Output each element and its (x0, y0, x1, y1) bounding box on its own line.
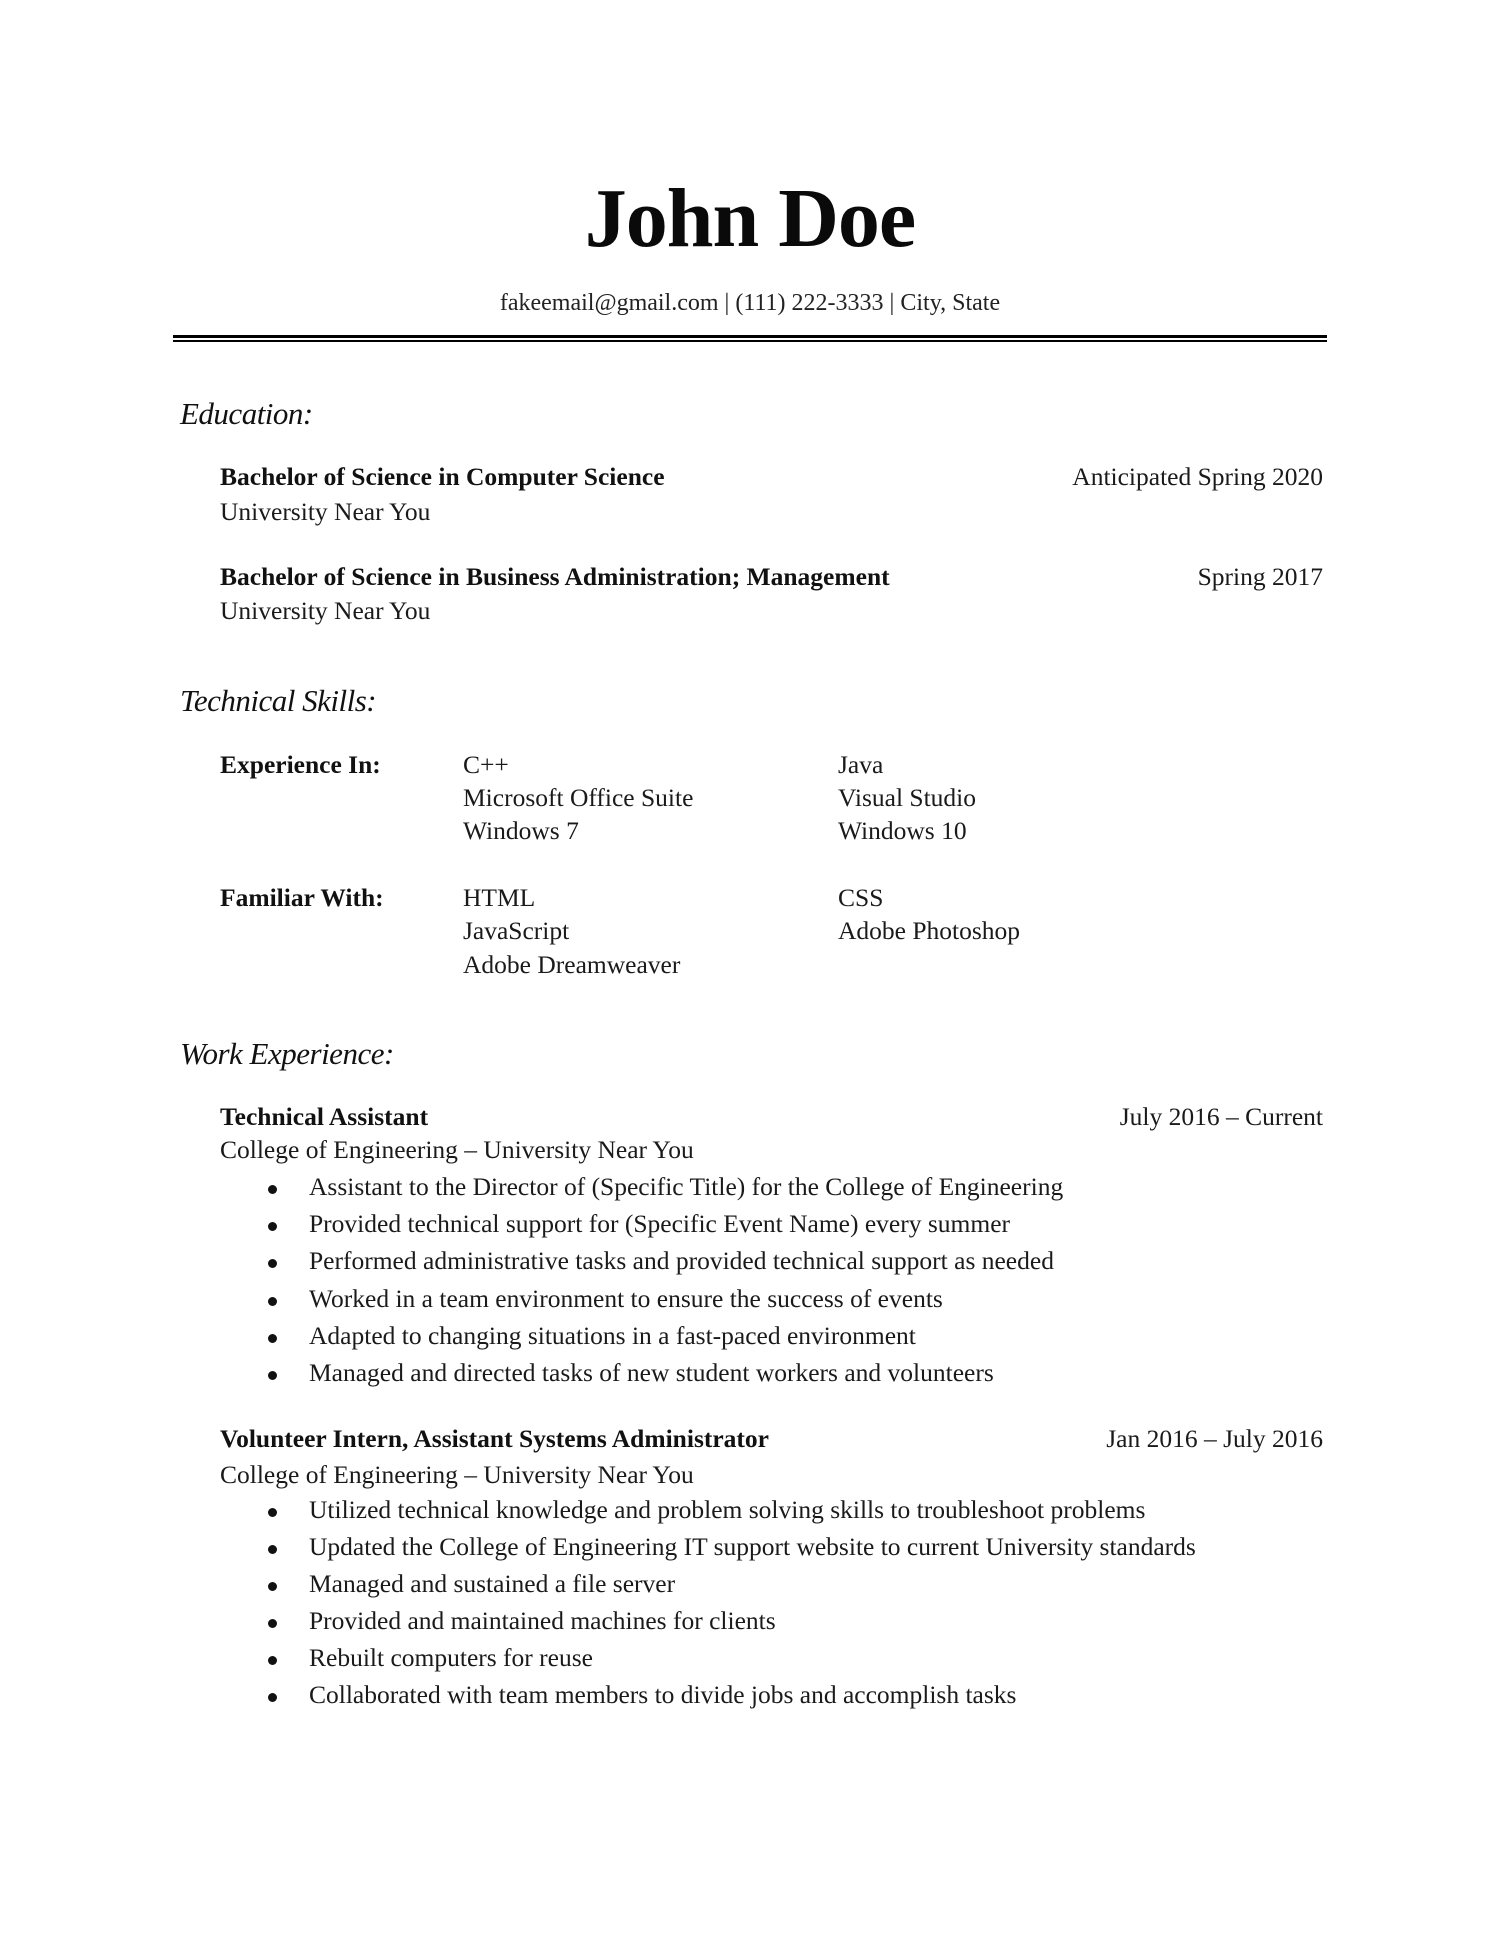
job-bullet: Utilized technical knowledge and problem solving skills to troubleshoot problems (309, 1495, 1146, 1524)
bullet-icon (268, 1582, 277, 1591)
bullet-icon (268, 1545, 277, 1554)
education-school-1: University Near You (220, 497, 431, 526)
bullet-icon (268, 1619, 277, 1628)
skill-item: C++ (463, 750, 509, 779)
resume-name: John Doe (584, 172, 916, 265)
job-bullet: Assistant to the Director of (Specific Title) for the College of Engineering (309, 1172, 1064, 1201)
skill-item: JavaScript (463, 916, 570, 945)
job-bullet: Provided technical support for (Specific Event Name) every summer (309, 1209, 1011, 1238)
skill-item: Adobe Dreamweaver (463, 950, 681, 979)
bullet-icon (268, 1656, 277, 1665)
bullet-icon (268, 1371, 277, 1380)
bullet-icon (268, 1508, 277, 1517)
job-bullet: Performed administrative tasks and provided technical support as needed (309, 1246, 1054, 1275)
skill-item: Windows 10 (838, 816, 967, 845)
education-heading: Education: (180, 396, 313, 431)
job-bullet: Rebuilt computers for reuse (309, 1643, 593, 1672)
job-bullet: Managed and sustained a file server (309, 1569, 676, 1598)
bullet-icon (268, 1334, 277, 1343)
education-degree-1: Bachelor of Science in Computer Science (220, 462, 665, 491)
skill-item: Windows 7 (463, 816, 579, 845)
education-date-1: Anticipated Spring 2020 (1072, 462, 1323, 491)
bullet-icon (268, 1185, 277, 1194)
job-title-2: Volunteer Intern, Assistant Systems Administrator (220, 1424, 769, 1453)
header-divider-thin (173, 340, 1327, 342)
job-bullet: Managed and directed tasks of new student workers and volunteers (309, 1358, 994, 1387)
job-bullet: Collaborated with team members to divide jobs and accomplish tasks (309, 1680, 1017, 1709)
education-date-2: Spring 2017 (1197, 562, 1323, 591)
job-title-1: Technical Assistant (220, 1102, 429, 1131)
job-bullet: Provided and maintained machines for clients (309, 1606, 776, 1635)
job-bullet: Worked in a team environment to ensure the success of events (309, 1284, 943, 1313)
skill-item: HTML (463, 883, 536, 912)
job-org-1: College of Engineering – University Near You (220, 1135, 694, 1164)
skill-item: Java (838, 750, 884, 779)
education-degree-2: Bachelor of Science in Business Administration; Management (220, 562, 890, 591)
skills-group-label-familiar: Familiar With: (220, 883, 384, 912)
bullet-icon (268, 1297, 277, 1306)
skills-heading: Technical Skills: (180, 683, 377, 718)
job-bullet: Updated the College of Engineering IT support website to current University standards (309, 1532, 1196, 1561)
header-divider-thick (173, 335, 1327, 338)
skill-item: Visual Studio (838, 783, 977, 812)
skills-group-label-experience: Experience In: (220, 750, 381, 779)
bullet-icon (268, 1693, 277, 1702)
skill-item: CSS (838, 883, 884, 912)
bullet-icon (268, 1259, 277, 1268)
skill-item: Microsoft Office Suite (463, 783, 694, 812)
job-dates-2: Jan 2016 – July 2016 (1106, 1424, 1323, 1453)
job-dates-1: July 2016 – Current (1119, 1102, 1323, 1131)
contact-line: fakeemail@gmail.com | (111) 222-3333 | City, State (499, 290, 1001, 316)
bullet-icon (268, 1222, 277, 1231)
education-school-2: University Near You (220, 596, 431, 625)
job-org-2: College of Engineering – University Near You (220, 1460, 694, 1489)
work-heading: Work Experience: (180, 1036, 394, 1071)
skill-item: Adobe Photoshop (838, 916, 1021, 945)
job-bullet: Adapted to changing situations in a fast-paced environment (309, 1321, 916, 1350)
